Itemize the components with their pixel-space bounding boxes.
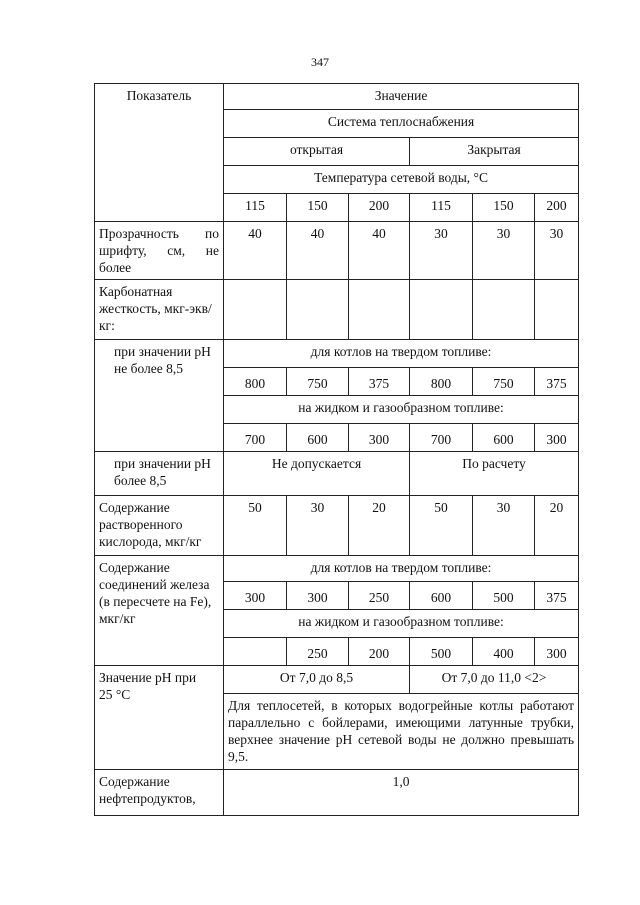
value-cell: 375: [349, 368, 410, 396]
system-header: Система теплоснабжения: [224, 110, 579, 138]
temp-cell: 200: [535, 194, 579, 222]
by-calc-cell: По расчету: [410, 452, 579, 496]
value-cell: 700: [224, 424, 287, 452]
value-cell: 300: [535, 424, 579, 452]
value-cell: 50: [410, 496, 473, 556]
value-cell: 40: [224, 222, 287, 280]
hardness-ph-low-label: при значении рН не более 8,5: [95, 340, 224, 452]
oxygen-row: [95, 496, 579, 556]
oil-value: 1,0: [224, 770, 579, 816]
oil-row: [95, 770, 579, 816]
ph-open-range: От 7,0 до 8,5: [224, 666, 410, 694]
hardness-row: [95, 280, 579, 340]
value-cell: 750: [473, 368, 535, 396]
indicator-header: Показатель: [95, 84, 224, 222]
value-header: Значение: [224, 84, 579, 110]
value-cell: 30: [287, 496, 349, 556]
value-cell: 500: [473, 582, 535, 610]
open-system-header: открытая: [224, 138, 410, 166]
ph-row: [95, 666, 579, 694]
value-cell: 30: [410, 222, 473, 280]
oil-label: Содержание нефтепродуктов,: [95, 770, 224, 816]
temp-cell: 150: [287, 194, 349, 222]
value-cell: 375: [535, 582, 579, 610]
value-cell: 600: [287, 424, 349, 452]
value-cell: 40: [349, 222, 410, 280]
value-cell: 250: [287, 638, 349, 666]
value-cell: 600: [473, 424, 535, 452]
value-cell: 300: [349, 424, 410, 452]
liquid-fuel-label: на жидком и газообразном топливе:: [224, 396, 579, 424]
iron-label: Содержание соединений железа (в пересчете на Fe), мкг/кг: [95, 556, 224, 666]
value-cell: 400: [473, 638, 535, 666]
value-cell: 20: [349, 496, 410, 556]
iron-solid-fuel-row: [95, 556, 579, 582]
value-cell: 20: [535, 496, 579, 556]
ph-closed-range: От 7,0 до 11,0 <2>: [410, 666, 579, 694]
closed-system-header: Закрытая: [410, 138, 579, 166]
temp-cell: 150: [473, 194, 535, 222]
temp-cell: 115: [410, 194, 473, 222]
temperature-header: Температура сетевой воды, °С: [224, 166, 579, 194]
value-cell: 300: [287, 582, 349, 610]
value-cell: 750: [287, 368, 349, 396]
value-cell: 700: [410, 424, 473, 452]
water-quality-table: [94, 83, 579, 816]
value-cell: 30: [473, 496, 535, 556]
value-cell: 30: [535, 222, 579, 280]
value-cell: 300: [535, 638, 579, 666]
solid-fuel-label: для котлов на твердом топливе:: [224, 340, 579, 368]
value-cell: [224, 638, 287, 666]
solid-fuel-label: для котлов на твердом топливе:: [224, 556, 579, 582]
value-cell: 600: [410, 582, 473, 610]
not-allowed-cell: Не допускается: [224, 452, 410, 496]
value-cell: 300: [224, 582, 287, 610]
temp-cell: 115: [224, 194, 287, 222]
hardness-ph-high-label: при значении рН более 8,5: [95, 452, 224, 496]
value-cell: 200: [349, 638, 410, 666]
liquid-fuel-label: на жидком и газообразном топливе:: [224, 610, 579, 638]
hardness-solid-fuel-row: [95, 340, 579, 368]
value-cell: 500: [410, 638, 473, 666]
value-cell: 40: [287, 222, 349, 280]
hardness-label: Карбонатная жесткость, мкг-экв/кг:: [95, 280, 224, 340]
transparency-label: Прозрачность по шрифту, см, не более: [95, 222, 224, 280]
hardness-ph-high-row: [95, 452, 579, 496]
header-row-value: [95, 84, 579, 110]
value-cell: 800: [410, 368, 473, 396]
value-cell: 250: [349, 582, 410, 610]
transparency-row: [95, 222, 579, 280]
temp-cell: 200: [349, 194, 410, 222]
page-number: 347: [311, 55, 329, 69]
value-cell: 800: [224, 368, 287, 396]
ph-note: Для теплосетей, в которых водогрейные котлы работают параллельно с бойлерами, имеющими латунные трубки, верхнее значение рН сетевой воды не должно превышать 9,5.: [224, 694, 579, 770]
ph-label: Значение рН при 25 °С: [95, 666, 224, 770]
value-cell: 30: [473, 222, 535, 280]
value-cell: 375: [535, 368, 579, 396]
value-cell: 50: [224, 496, 287, 556]
oxygen-label: Содержание растворенного кислорода, мкг/кг: [95, 496, 224, 556]
